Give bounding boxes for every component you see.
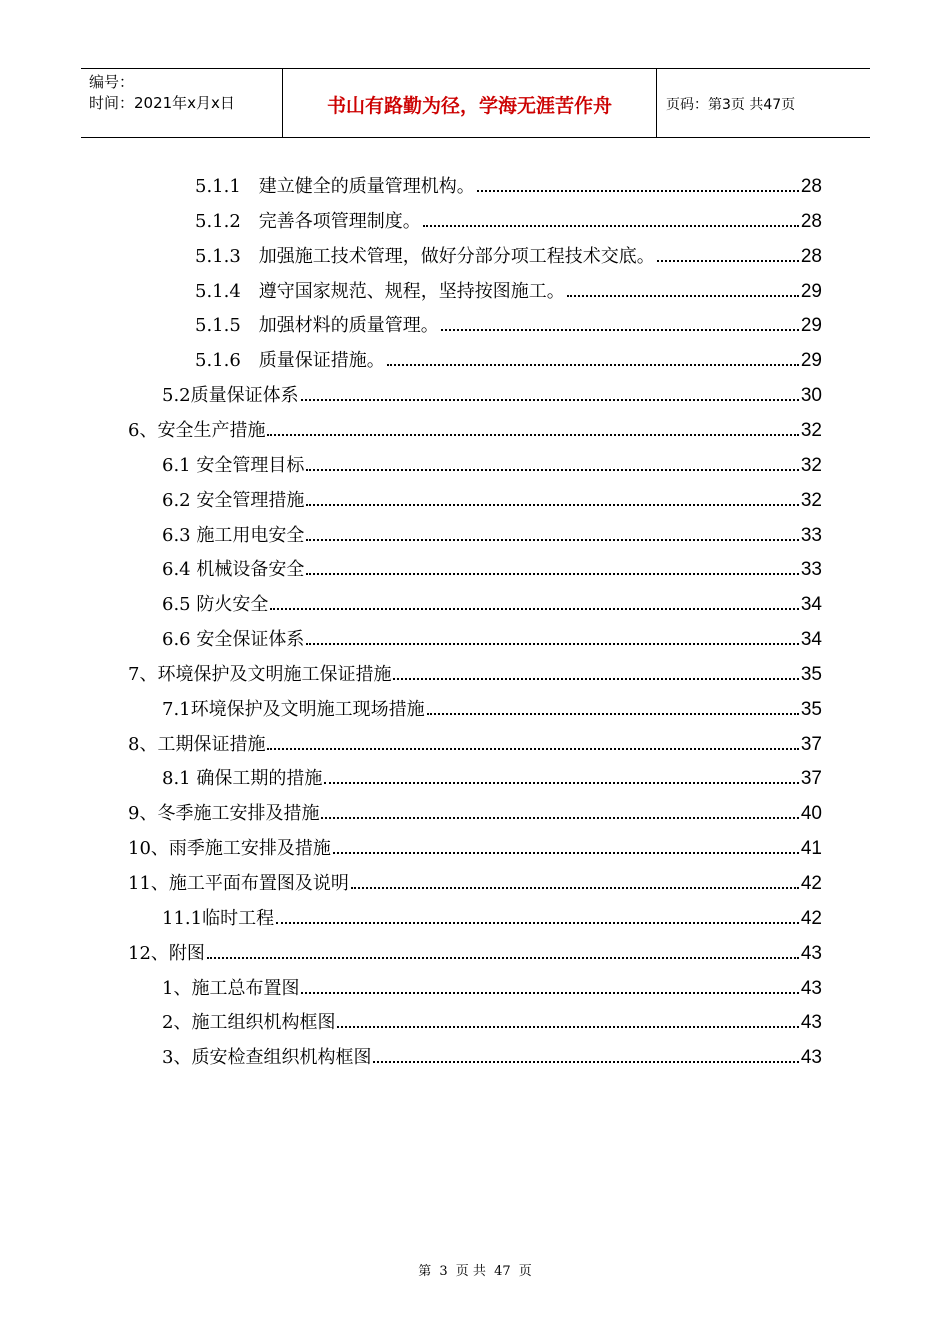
toc-entry-page: 33 — [800, 524, 822, 546]
toc-entry[interactable] — [162, 1043, 822, 1071]
toc-entry[interactable] — [162, 590, 822, 618]
toc-entry-title: 11、施工平面布置图及说明 — [128, 873, 349, 894]
toc-entry[interactable] — [195, 346, 822, 374]
toc-entry-title: 6.6 安全保证体系 — [162, 629, 305, 651]
toc-entry-title: 8.1 确保工期的措施 — [162, 768, 323, 790]
footer-page-number: 3 — [439, 1264, 448, 1279]
toc-entry-page: 32 — [800, 454, 822, 476]
toc-entry-title: 6、安全生产措施 — [128, 419, 266, 441]
header-meta-cell — [81, 69, 282, 137]
toc-entry-page: 29 — [800, 280, 822, 302]
toc-entry[interactable] — [162, 381, 822, 409]
toc-entry[interactable] — [162, 486, 822, 514]
toc-entry-title: 9、冬季施工安排及措施 — [128, 803, 320, 825]
toc-entry[interactable] — [128, 869, 822, 897]
toc-dot-leader — [441, 329, 799, 331]
toc-entry-title: 7.1环境保护及文明施工现场措施 — [162, 698, 425, 720]
toc-dot-leader — [306, 539, 799, 541]
header-motto: 书山有路勤为径，学海无涯苦作舟 — [326, 95, 612, 117]
toc-dot-leader — [393, 678, 798, 680]
toc-entry[interactable] — [195, 207, 822, 235]
toc-entry-page: 34 — [800, 594, 822, 616]
toc-entry-page: 28 — [800, 210, 822, 232]
toc-entry[interactable] — [162, 904, 822, 932]
toc-entry-title: 5.1.3 加强施工技术管理，做好分部分项工程技术交底。 — [195, 245, 655, 267]
toc-entry-page: 42 — [800, 907, 822, 929]
toc-dot-leader — [387, 364, 799, 366]
toc-dot-leader — [306, 504, 799, 506]
toc-entry-title: 10、雨季施工安排及措施 — [128, 838, 331, 860]
toc-entry-title: 5.1.4 遵守国家规范、规程，坚持按图施工。 — [195, 280, 565, 302]
toc-entry[interactable] — [128, 730, 822, 758]
toc-entry[interactable] — [162, 764, 822, 792]
toc-dot-leader — [427, 713, 799, 715]
page-header — [81, 68, 870, 138]
toc-dot-leader — [333, 852, 799, 854]
toc-dot-leader — [301, 992, 798, 994]
toc-entry-title: 2、施工组织机构框图 — [162, 1012, 336, 1034]
toc-entry-page: 28 — [800, 245, 822, 267]
toc-entry[interactable] — [128, 660, 822, 688]
toc-entry[interactable] — [162, 695, 822, 723]
toc-entry[interactable] — [128, 834, 822, 862]
toc-entry-page: 43 — [800, 1012, 822, 1034]
toc-entry-title: 3、质安检查组织机构框图 — [162, 1047, 372, 1069]
toc-dot-leader — [306, 573, 799, 575]
footer-prefix: 第 — [418, 1264, 432, 1279]
toc-entry-page: 40 — [800, 803, 822, 825]
toc-dot-leader — [373, 1061, 798, 1063]
header-page-cell — [656, 69, 870, 137]
toc-entry[interactable] — [162, 451, 822, 479]
toc-dot-leader — [351, 887, 799, 889]
toc-entry-title: 11.1临时工程 — [162, 907, 275, 929]
toc-entry-title: 5.1.5 加强材料的质量管理。 — [195, 315, 439, 337]
footer-suffix: 页 — [518, 1264, 532, 1279]
toc-dot-leader — [337, 1026, 798, 1028]
toc-entry[interactable] — [162, 555, 822, 583]
footer-total-pages: 47 — [494, 1264, 511, 1279]
toc-entry-page: 29 — [800, 350, 822, 372]
header-page-info: 页码：第3页 共47页 — [666, 97, 796, 113]
toc-entry-page: 43 — [800, 942, 822, 964]
toc-dot-leader — [657, 260, 799, 262]
toc-entry[interactable] — [162, 1008, 822, 1036]
toc-entry-title: 5.1.1 建立健全的质量管理机构。 — [195, 176, 475, 197]
toc-entry-title: 6.5 防火安全 — [162, 594, 269, 616]
toc-entry-page: 35 — [800, 698, 822, 720]
toc-dot-leader — [321, 817, 798, 819]
toc-entry-page: 37 — [800, 768, 822, 790]
toc-dot-leader — [306, 643, 799, 645]
document-number-label: 编号： — [89, 73, 135, 91]
toc-dot-leader — [477, 190, 799, 192]
toc-entry[interactable] — [162, 974, 822, 1002]
toc-entry[interactable] — [128, 416, 822, 444]
toc-dot-leader — [423, 225, 799, 227]
toc-entry-title: 6.3 施工用电安全 — [162, 524, 305, 546]
toc-dot-leader — [207, 957, 799, 959]
toc-dot-leader — [567, 295, 799, 297]
toc-dot-leader — [301, 399, 799, 401]
toc-entry[interactable] — [128, 799, 822, 827]
toc-dot-leader — [306, 469, 799, 471]
toc-entry-page: 32 — [800, 419, 822, 441]
toc-entry-title: 6.2 安全管理措施 — [162, 489, 305, 511]
toc-entry-title: 6.4 机械设备安全 — [162, 559, 305, 581]
document-date-label: 时间：2021年x月x日 — [89, 94, 235, 112]
toc-entry-page: 42 — [800, 873, 822, 894]
toc-dot-leader — [270, 608, 799, 610]
toc-entry[interactable] — [195, 172, 822, 200]
toc-entry-title: 6.1 安全管理目标 — [162, 454, 305, 476]
toc-entry[interactable] — [195, 311, 822, 339]
page-footer — [0, 1260, 950, 1279]
toc-entry-title: 1、施工总布置图 — [162, 977, 300, 999]
toc-entry-page: 32 — [800, 489, 822, 511]
toc-entry-page: 37 — [800, 733, 822, 755]
toc-entry-page: 29 — [800, 315, 822, 337]
toc-entry-title: 5.1.2 完善各项管理制度。 — [195, 210, 421, 232]
toc-entry[interactable] — [162, 521, 822, 549]
toc-entry-page: 34 — [800, 629, 822, 651]
toc-entry[interactable] — [128, 939, 822, 967]
toc-entry[interactable] — [162, 625, 822, 653]
footer-middle: 页 共 — [455, 1264, 486, 1279]
toc-entry-page: 28 — [800, 176, 822, 197]
toc-dot-leader — [267, 434, 798, 436]
toc-entry-page: 43 — [800, 977, 822, 999]
header-motto-cell — [282, 69, 657, 137]
toc-dot-leader — [324, 782, 799, 784]
toc-entry-title: 5.2质量保证体系 — [162, 385, 299, 407]
toc-dot-leader — [267, 748, 798, 750]
toc-entry[interactable] — [195, 242, 822, 270]
toc-entry-title: 12、附图 — [128, 942, 205, 964]
toc-entry-page: 33 — [800, 559, 822, 581]
toc-dot-leader — [276, 922, 799, 924]
toc-entry-page: 41 — [800, 838, 822, 860]
toc-entry-page: 43 — [800, 1047, 822, 1069]
toc-entry[interactable] — [195, 277, 822, 305]
toc-entry-page: 30 — [800, 385, 822, 407]
toc-entry-title: 7、环境保护及文明施工保证措施 — [128, 663, 392, 685]
toc-entry-title: 8、工期保证措施 — [128, 733, 266, 755]
toc-entry-title: 5.1.6 质量保证措施。 — [195, 350, 385, 372]
toc-entry-page: 35 — [800, 663, 822, 685]
